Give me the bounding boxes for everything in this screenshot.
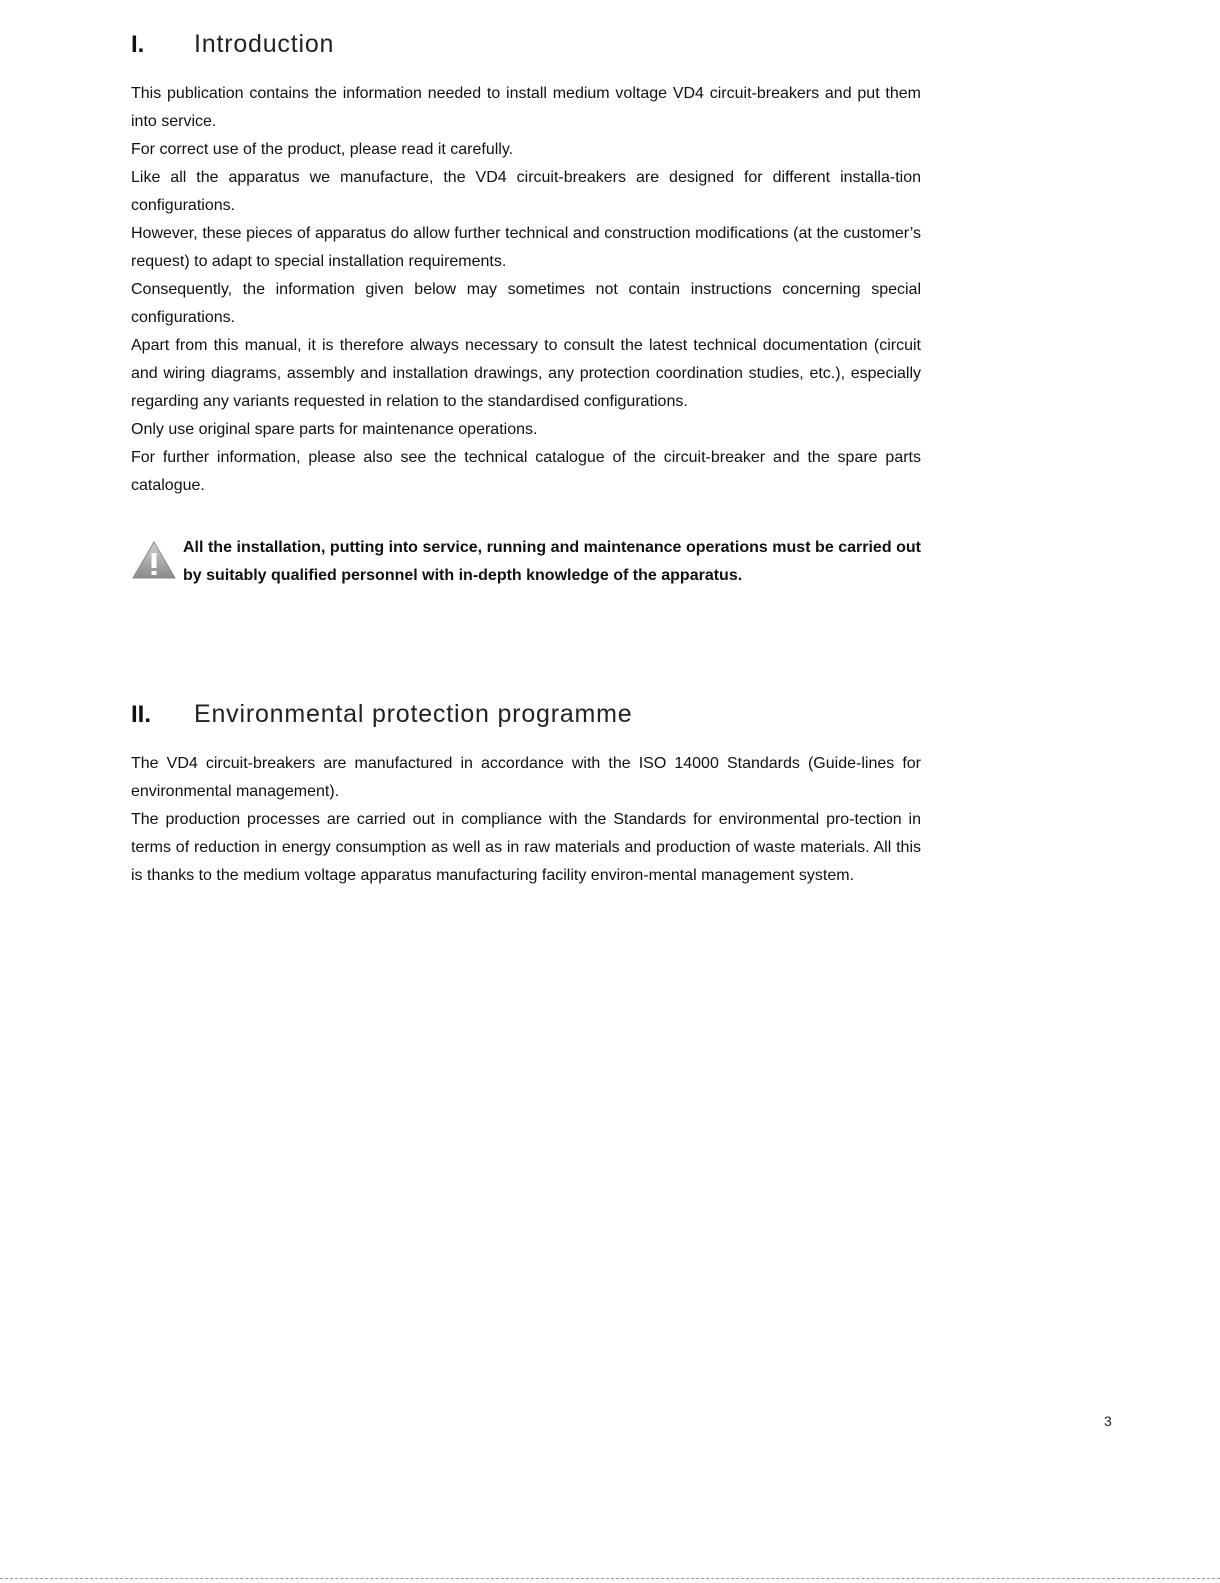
section-title: Introduction (194, 30, 335, 58)
warning-triangle-icon (131, 534, 183, 585)
section-heading (131, 700, 921, 736)
section-number: I. (131, 31, 145, 58)
bottom-divider (0, 1578, 1220, 1579)
section-introduction (131, 30, 921, 590)
warning-notice (131, 534, 921, 590)
section-number: II. (131, 701, 152, 728)
paragraph: The VD4 circuit-breakers are manufactured in accordance with the ISO 14000 Standards (Guide-lines for environmental management). (131, 755, 921, 800)
paragraph: This publication contains the information needed to install medium voltage VD4 circuit-breakers and put them into service. (131, 85, 921, 130)
paragraph: Only use original spare parts for maintenance operations. (131, 421, 538, 438)
paragraph: Consequently, the information given below may sometimes not contain instructions concerning special configurations. (131, 281, 921, 326)
section-environmental-protection (131, 700, 921, 890)
page-number: 3 (1104, 1413, 1112, 1429)
warning-text: All the installation, putting into service, running and maintenance operations must be carried out by suitably qualified personnel with in-depth knowledge of the apparatus. (183, 539, 921, 584)
paragraph: The production processes are carried out in compliance with the Standards for environmental pro-tection in terms of reduction in energy consumption as well as in raw materials and production of waste materials. All this is thanks to the medium voltage apparatus manufacturing facility environ-mental management system. (131, 811, 921, 884)
section-heading (131, 30, 921, 66)
section-body (131, 750, 921, 890)
section-title: Environmental protection programme (194, 700, 633, 728)
section-body (131, 80, 921, 500)
paragraph: For correct use of the product, please read it carefully. (131, 141, 514, 158)
paragraph: Like all the apparatus we manufacture, the VD4 circuit-breakers are designed for different installa-tion configurations. (131, 169, 921, 214)
paragraph: For further information, please also see the technical catalogue of the circuit-breaker and the spare parts catalogue. (131, 449, 921, 494)
paragraph: However, these pieces of apparatus do allow further technical and construction modifications (at the customer’s request) to adapt to special installation requirements. (131, 225, 921, 270)
paragraph: Apart from this manual, it is therefore always necessary to consult the latest technical documentation (circuit and wiring diagrams, assembly and installation drawings, any protection coordination studies, etc.), especially regarding any variants requested in relation to the standardised configurations. (131, 337, 921, 410)
